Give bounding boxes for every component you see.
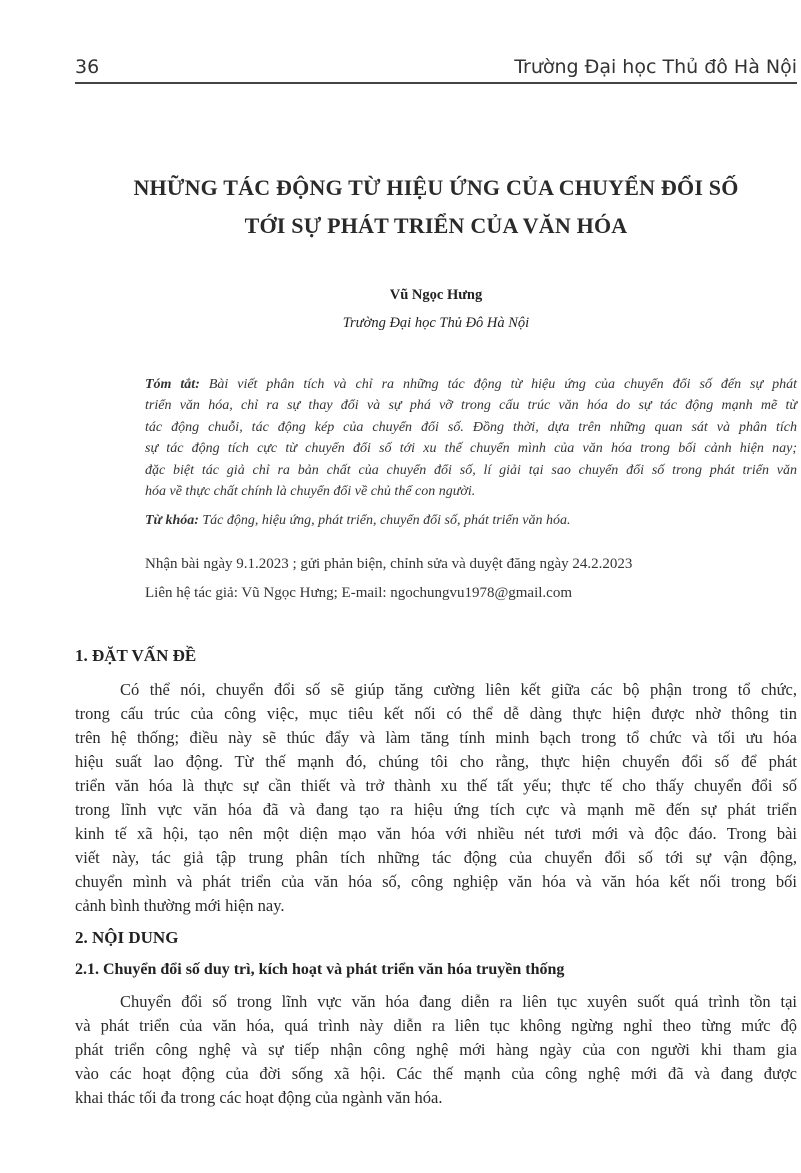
section-2-heading: 2. NỘI DUNG — [75, 928, 179, 947]
paragraph-line: khai thác tối đa trong các hoạt động của ngành văn hóa. — [75, 1088, 443, 1107]
abstract-label: Tóm tắt: — [145, 377, 200, 392]
paragraph-line: Có thể nói, chuyển đổi số sẽ giúp tăng cường liên kết giữa các bộ phận trong tổ chức, — [120, 680, 797, 699]
paragraph-line: viết này, tác giả tập trung phân tích những tác động của chuyển đổi số tới sự vận động, — [75, 848, 797, 867]
abstract-line: Bài viết phân tích và chỉ ra những tác động từ hiệu ứng của chuyển đổi số đến sự phát — [208, 377, 797, 392]
section-1-heading: 1. ĐẶT VẤN ĐỀ — [75, 646, 197, 665]
affiliation: Trường Đại học Thủ Đô Hà Nội — [342, 315, 530, 331]
paragraph-line: kinh tế xã hội, tạo nên một diện mạo văn hóa với nhiều nét tươi mới và độc đáo. Trong bài — [75, 824, 797, 843]
received-dates: Nhận bài ngày 9.1.2023 ; gửi phản biện, chỉnh sửa và duyệt đăng ngày 24.2.2023 — [145, 556, 633, 572]
section-1-paragraph — [75, 678, 797, 918]
author-contact: Liên hệ tác giả: Vũ Ngọc Hưng; E-mail: ngochungvu1978@gmail.com — [145, 585, 572, 601]
page-number: 36 — [75, 56, 100, 78]
article-title-line-1: NHỮNG TÁC ĐỘNG TỪ HIỆU ỨNG CỦA CHUYỂN ĐỔI SỐ — [133, 175, 739, 200]
paragraph-line: trên hệ thống; điều này sẽ thúc đẩy và làm tăng tính minh bạch trong tổ chức và tối ưu hóa — [75, 728, 797, 747]
author: Vũ Ngọc Hưng — [389, 287, 483, 303]
paragraph-line: vào các hoạt động của đời sống xã hội. Các thế mạnh của công nghệ mới đã và đang được — [75, 1064, 797, 1083]
abstract-line: hóa về thực chất chính là chuyển đổi về chủ thể con người. — [145, 484, 476, 500]
paragraph-line: trong cấu trúc của công việc, mục tiêu kết nối có thể dễ dàng thực hiện được nhờ thông tin — [75, 704, 797, 723]
keywords — [145, 510, 797, 531]
paragraph-line: cảnh bình thường mới hiện nay. — [75, 896, 285, 915]
section-2-paragraph — [75, 990, 797, 1110]
keywords-text: Tác động, hiệu ứng, phát triển, chuyển đổi số, phát triển văn hóa. — [202, 513, 571, 529]
paragraph-line: phát triển công nghệ và sự tiếp nhận công nghệ mới hàng ngày của con người khi tham gia — [75, 1040, 797, 1059]
abstract — [145, 374, 797, 532]
paragraph-line: trong lĩnh vực văn hóa đã và đang tạo ra hiệu ứng tích cực và mạnh mẽ đến sự phát triển — [75, 800, 797, 819]
paragraph-line: Chuyển đổi số trong lĩnh vực văn hóa đang diễn ra liên tục xuyên suốt quá trình tồn tại — [120, 992, 797, 1011]
keywords-label: Từ khóa: — [145, 513, 199, 529]
abstract-line: triển văn hóa, chỉ ra sự thay đổi và sự phá vỡ trong cấu trúc văn hóa do sự tác động mạnh mẽ từ — [145, 398, 797, 414]
paragraph-line: hiệu suất lao động. Từ thế mạnh đó, chúng tôi cho rằng, thực hiện chuyển đổi số để phát — [75, 752, 797, 771]
subsection-2-1-heading: 2.1. Chuyển đổi số duy trì, kích hoạt và phát triển văn hóa truyền thống — [75, 961, 565, 978]
abstract-line: sự tác động tích cực từ chuyển đổi số tới xu thế chuyển mình của văn hóa trong bối cảnh hiện nay; — [145, 441, 797, 457]
article-title-line-2: TỚI SỰ PHÁT TRIỂN CỦA VĂN HÓA — [244, 213, 628, 238]
running-header: Trường Đại học Thủ đô Hà Nội — [514, 56, 797, 78]
header-rule — [75, 82, 797, 84]
paragraph-line: triển văn hóa là thực sự cần thiết và trở thành xu thế tất yếu; thực tế cho thấy chuyển đổi số — [75, 776, 797, 795]
paragraph-line: chuyển mình và phát triển của văn hóa số, công nghiệp văn hóa và văn hóa kết nối trong bối — [75, 872, 797, 891]
abstract-line: tác động chuỗi, tác động kép của chuyển đổi số. Đồng thời, dựa trên những quan sát và phân tích — [145, 419, 797, 435]
abstract-line: đặc biệt tác giả chỉ ra bản chất của chuyển đổi số, lí giải tại sao chuyển đổi số trong phát triển văn — [145, 462, 797, 478]
paragraph-line: và phát triển của văn hóa, quá trình này diễn ra liên tục không ngừng nghỉ theo từng mức độ — [75, 1016, 797, 1035]
